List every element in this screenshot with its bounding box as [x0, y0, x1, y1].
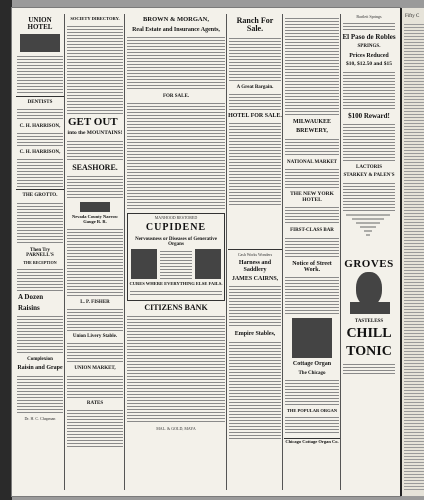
organ-company-footer: Chicago Cottage Organ Co.: [285, 439, 339, 445]
column-2: [66, 14, 125, 490]
column-4: [228, 14, 283, 490]
brewery-text: [285, 137, 339, 157]
popular-organ-text: [285, 415, 339, 435]
real-estate-subheading: Real Estate and Insurance Agents,: [132, 26, 220, 33]
cash-works-heading: Cash Works Wonders: [237, 252, 273, 258]
reward-heading: $100 Reward!: [348, 111, 390, 120]
get-out-heading: GET OUT: [68, 115, 118, 128]
column-6: [342, 14, 396, 490]
ranch-heading: Ranch For Sale.: [236, 16, 274, 34]
real-estate-text: [127, 35, 225, 91]
hotel-sale-text: [229, 121, 281, 207]
harrison-heading-2: C. H. HARRISON,: [19, 150, 61, 156]
groves-illustration: [346, 272, 392, 316]
stamp-chart-graphic: [344, 213, 394, 245]
railroad-timetable: [67, 227, 123, 297]
livery-text: [67, 341, 123, 363]
national-market-heading: NATIONAL MARKET: [286, 159, 338, 165]
legal-notices: [285, 16, 339, 116]
then-try-heading: Then Try PARNELL'S: [26, 247, 54, 258]
empire-stables-heading: Empire Stables,: [234, 331, 276, 338]
street-work-text: [285, 275, 339, 315]
citizens-bank-text: [127, 314, 225, 424]
tasteless-heading: TASTELESS: [354, 319, 384, 325]
union-market-heading: UNION MARKET,: [74, 366, 116, 372]
springs-top-text: [343, 21, 395, 31]
popular-organ-heading: THE POPULAR ORGAN: [286, 407, 338, 413]
harrison-heading: C. H. HARRISON,: [19, 123, 61, 129]
harness-text: [229, 284, 281, 328]
market-text: [67, 374, 123, 398]
manhood-restored: MANHOOD RESTORED: [154, 215, 198, 221]
cures-heading: CURES WHERE EVERYTHING ELSE FAILS.: [129, 281, 223, 287]
raisins-text: [17, 314, 63, 354]
cairns-heading: JAMES CAIRNS,: [231, 275, 279, 282]
nervous-heading: Nervousness or Diseases of Generative Organs: [135, 236, 217, 248]
organ-illustration: [292, 318, 332, 358]
complexion-heading: Complexion: [27, 357, 53, 363]
great-bargain-heading: A Great Bargain.: [236, 84, 274, 90]
harness-heading: Harness and Saddlery: [238, 260, 272, 273]
new-york-text: [285, 205, 339, 225]
rates-text: [67, 408, 123, 448]
train-illustration: [80, 202, 110, 212]
column-3: [126, 14, 227, 490]
lactoris-heading: LACTORIS: [355, 165, 383, 170]
for-sale-heading: FOR SALE.: [162, 94, 190, 100]
paso-robles-heading: El Paso de Robles: [342, 33, 396, 41]
column-1: [16, 14, 65, 490]
cupidene-title: CUPIDENE: [145, 222, 207, 234]
cupidene-footer: [130, 289, 222, 297]
newspaper-page: [12, 8, 400, 496]
bar-text: [285, 236, 339, 258]
union-livery-heading: Union Livery Stable.: [72, 334, 118, 340]
bargain-text: [229, 92, 281, 110]
grotto-text: [17, 201, 63, 245]
tonic-heading: TONIC: [346, 343, 392, 359]
bottom-ad: Dr. H. C. Chapman: [24, 415, 56, 421]
brown-morgan-heading: BROWN & MORGAN,: [143, 16, 209, 23]
prices-heading: $10, $12.50 and $15: [346, 60, 392, 67]
starkey-text: [343, 181, 395, 211]
bank-tag: MAL. & GOLD, MAYA: [156, 426, 196, 432]
stables-text: [229, 340, 281, 440]
fisher-heading: L. P. FISHER: [80, 299, 110, 305]
raisin-grape-text: [17, 374, 63, 414]
binding-gutter: [0, 0, 12, 500]
milwaukee-heading: MILWAUKEE: [292, 119, 332, 125]
chill-heading: CHILL: [346, 326, 392, 342]
national-market-text: [285, 167, 339, 189]
brewery-heading: BREWERY,: [296, 128, 328, 135]
fisher-text: [67, 307, 123, 331]
ranch-text: [229, 36, 281, 82]
bottle-figure: [356, 272, 382, 306]
hotel-illustration: [20, 34, 60, 52]
for-sale-listings: [127, 101, 225, 211]
seashore-text: [67, 174, 123, 200]
society-text: [67, 24, 123, 114]
springs-heading: SPRINGS.: [357, 44, 381, 50]
first-class-bar-heading: FIRST-CLASS BAR: [290, 228, 334, 234]
springs-top: Bartlett Springs: [356, 14, 382, 19]
groves-heading: GROVES: [344, 257, 394, 270]
cupidene-text: [160, 249, 192, 279]
street-work-heading: Notice of Street Work.: [292, 260, 332, 273]
starkey-heading: STARKEY & PALEN'S: [343, 173, 395, 179]
chicago-heading: The Chicago: [298, 370, 326, 376]
hotel-sale-heading: HOTEL FOR SALE.: [228, 113, 282, 120]
raisin-grape-heading: Raisin and Grape: [17, 365, 63, 372]
rates-heading: RATES: [86, 400, 104, 406]
reception-heading: THE RECEPTION: [23, 260, 57, 266]
dentists-text: [17, 107, 63, 121]
column-5: [284, 14, 341, 490]
after-figure: [195, 249, 221, 279]
dozen-heading: A Dozen: [18, 293, 44, 302]
harrison-text-2: [17, 157, 63, 187]
society-heading: SOCIETY DIRECTORY.: [70, 16, 120, 21]
reception-text: [17, 267, 63, 291]
seashore-heading: SEASHORE.: [72, 163, 118, 173]
mountains-heading: into the MOUNTAINS!: [67, 130, 123, 137]
reward-text: [343, 122, 395, 162]
union-hotel-masthead: UNION HOTEL: [27, 16, 53, 32]
springs-text: [343, 70, 395, 110]
prices-reduced-heading: Prices Reduced: [349, 52, 389, 59]
railroad-heading: Nevada County Narrow Gauge R. R.: [72, 214, 118, 225]
before-figure: [131, 249, 157, 279]
dentists-heading: DENTISTS: [27, 99, 53, 105]
harrison-text: [17, 131, 63, 147]
cupidene-ad: [127, 213, 225, 301]
adjacent-page-edge: [400, 8, 424, 496]
grotto-heading: THE GROTTO.: [22, 193, 58, 199]
new-york-hotel-heading: THE NEW YORK HOTEL: [290, 190, 334, 203]
citizens-bank-heading: CITIZENS BANK: [144, 303, 208, 313]
adjacent-page-text: Fifty C: [405, 14, 420, 19]
tonic-text: [343, 362, 395, 374]
mountains-text: [67, 139, 123, 161]
organ-text: [285, 378, 339, 406]
raisins-heading: Raisins: [18, 303, 40, 312]
hotel-ad-text: [17, 54, 63, 94]
cottage-organ-heading: Cottage Organ: [292, 361, 332, 368]
figure-base: [350, 302, 390, 314]
